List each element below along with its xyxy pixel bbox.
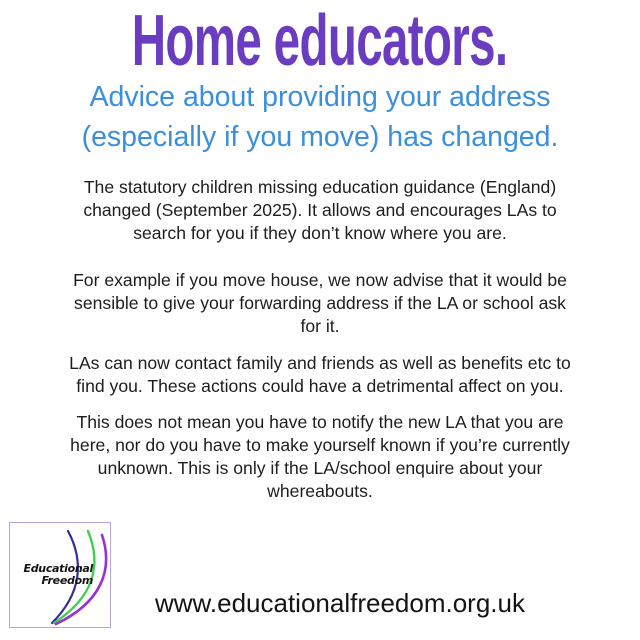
subtitle-line: Advice about providing your address: [89, 81, 551, 113]
paragraph-line: search for you if they don’t know where you are.: [133, 223, 507, 243]
logo-text: [13, 563, 93, 587]
paragraph-line: whereabouts.: [267, 481, 373, 501]
website-url[interactable]: www.educationalfreedom.org.uk: [155, 588, 525, 618]
paragraph-la-contacts: [0, 352, 640, 398]
paragraph-line: here, nor do you have to make yourself known if you’re currently: [70, 435, 570, 455]
paragraph-forwarding-address: [0, 269, 640, 338]
paragraph-line: This does not mean you have to notify the new LA that you are: [76, 412, 564, 432]
subtitle: [0, 77, 640, 157]
paragraph-line: LAs can now contact family and friends as well as benefits etc to: [69, 353, 571, 373]
paragraph-no-notification-required: [0, 411, 640, 503]
paragraph-guidance-change: [0, 176, 640, 245]
paragraph-line: unknown. This is only if the LA/school enquire about your: [97, 458, 543, 478]
paragraph-line: for it.: [300, 316, 340, 336]
paragraph-line: The statutory children missing education guidance (England): [83, 177, 557, 197]
paragraph-line: sensible to give your forwarding address if the LA or school ask: [74, 293, 566, 313]
logo-line: Educational: [23, 562, 93, 575]
title-container: [0, 2, 640, 80]
logo-line: Freedom: [41, 574, 93, 587]
page-title: Home educators.: [132, 1, 508, 81]
paragraph-line: changed (September 2025). It allows and encourages LAs to: [83, 200, 557, 220]
paragraph-line: For example if you move house, we now advise that it would be: [73, 270, 567, 290]
subtitle-line: (especially if you move) has changed.: [81, 121, 559, 153]
paragraph-line: find you. These actions could have a detrimental affect on you.: [76, 376, 564, 396]
